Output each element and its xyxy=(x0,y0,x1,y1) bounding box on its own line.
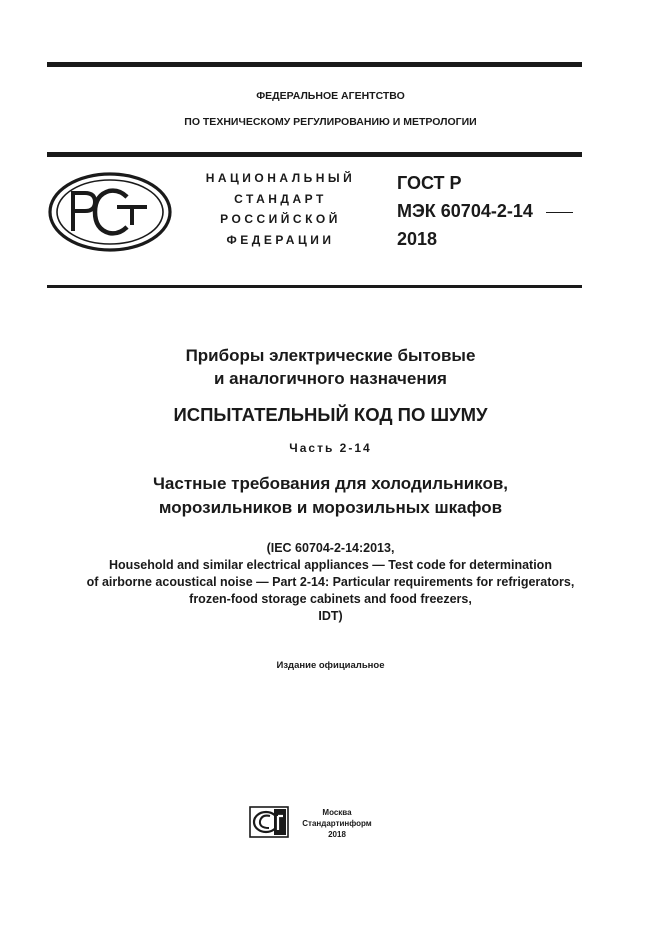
gost-line-2-wrap xyxy=(397,197,533,225)
publisher-city: Москва xyxy=(322,808,352,817)
agency-line-1: ФЕДЕРАЛЬНОЕ АГЕНТСТВО xyxy=(256,90,405,102)
gost-line-3: 2018 xyxy=(397,229,438,249)
std-word-3: РОССИЙСКОЙ xyxy=(220,212,341,226)
top-rule xyxy=(47,62,582,67)
iec-line-2: Household and similar electrical appliances — Test code for determination xyxy=(109,558,552,572)
publisher-year: 2018 xyxy=(328,830,346,839)
year-separator-dash xyxy=(546,212,573,213)
gost-line-2: МЭК 60704-2-14 xyxy=(397,201,533,221)
gost-line-1: ГОСТ Р xyxy=(397,173,462,193)
iec-line-4: frozen-food storage cabinets and food freezers, xyxy=(189,592,472,606)
header-rule xyxy=(47,152,582,157)
std-word-1: НАЦИОНАЛЬНЫЙ xyxy=(205,171,356,185)
title-line-2: и аналогичного назначения xyxy=(214,369,447,388)
iec-line-3: of airborne acoustical noise — Part 2-14: Particular requirements for refrigerators, xyxy=(86,575,575,589)
iec-reference xyxy=(0,540,661,625)
iec-line-1: (IEC 60704-2-14:2013, xyxy=(266,541,395,555)
standard-rule xyxy=(47,285,582,288)
publisher-name: Стандартинформ xyxy=(302,819,372,828)
subtitle-line-1: Частные требования для холодильников, xyxy=(152,474,509,493)
publisher-info xyxy=(293,807,381,840)
main-title: ИСПЫТАТЕЛЬНЫЙ КОД ПО ШУМУ xyxy=(173,404,488,425)
gost-r-logo xyxy=(47,171,173,258)
title-line-1: Приборы электрические бытовые xyxy=(185,346,476,365)
part-number: Часть 2-14 xyxy=(289,441,372,455)
std-word-4: ФЕДЕРАЦИИ xyxy=(226,232,335,247)
agency-line-2: ПО ТЕХНИЧЕСКОМУ РЕГУЛИРОВАНИЮ И МЕТРОЛОГИИ xyxy=(184,116,477,128)
iec-line-5: IDT) xyxy=(318,609,343,623)
national-standard-words xyxy=(188,168,373,250)
std-word-2: СТАНДАРТ xyxy=(234,191,327,206)
gost-number xyxy=(397,169,533,253)
standartinform-logo xyxy=(249,806,289,843)
subtitle-line-2: морозильников и морозильных шкафов xyxy=(158,498,503,517)
edition-label: Издание официальное xyxy=(276,660,385,671)
